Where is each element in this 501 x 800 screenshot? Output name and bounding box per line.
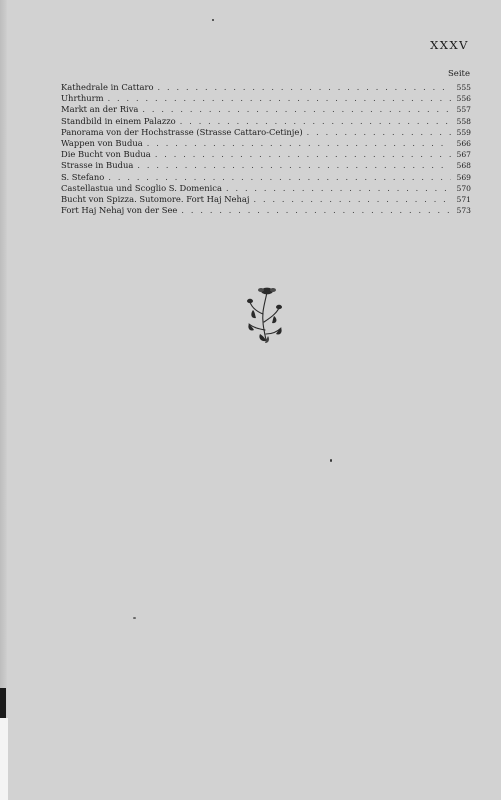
floral-vignette-icon: [244, 284, 284, 344]
toc-entry-page: 558: [456, 116, 471, 126]
toc-entry: [61, 93, 471, 104]
toc-entry-title: Strasse in Budua: [61, 160, 134, 171]
dot-leader: [108, 172, 451, 183]
toc-entry-title: Die Bucht von Budua: [61, 149, 151, 160]
toc-entry-page: 569: [456, 172, 471, 182]
dot-leader: [158, 82, 451, 93]
toc-entry: [61, 149, 471, 160]
page-number: XXXV: [430, 38, 469, 52]
scan-edge-margin: [0, 718, 8, 800]
toc-entry: [61, 205, 471, 216]
toc-entry-page: 559: [456, 127, 471, 137]
toc-entry: [61, 183, 471, 194]
toc-entry-page: 555: [456, 83, 471, 92]
dot-leader: [155, 149, 451, 160]
toc-entry: [61, 160, 471, 171]
dot-leader: [108, 93, 451, 104]
toc-entry: [61, 172, 471, 183]
scan-speck: [330, 459, 332, 462]
toc-entry-page: 568: [456, 161, 471, 171]
toc-entry-title: Fort Haj Nehaj von der See: [61, 205, 178, 216]
toc-entry-title: Castellastua und Scoglio S. Domenica: [61, 182, 222, 193]
dot-leader: [181, 205, 451, 216]
dot-leader: [147, 138, 451, 149]
toc-entry: [61, 194, 471, 205]
toc-entry-title: Uhrthurm: [61, 93, 104, 104]
toc-entry-title: Markt an der Riva: [61, 104, 139, 115]
toc-entry-page: 573: [456, 206, 471, 216]
toc-entry-page: 571: [456, 194, 471, 204]
table-of-contents: [61, 82, 471, 216]
toc-entry-title: Bucht von Spizza. Sutomore. Fort Haj Nehaj: [61, 193, 250, 204]
page-gutter: [0, 0, 7, 800]
toc-entry-title: Panorama von der Hochstrasse (Strasse Cattaro-Cetinje): [61, 126, 303, 137]
toc-entry-page: 570: [456, 183, 471, 193]
toc-entry: [61, 82, 471, 93]
toc-entry-page: 557: [456, 105, 471, 115]
toc-entry-page: 567: [456, 150, 471, 160]
page-column-header: Seite: [447, 69, 470, 79]
toc-entry: [61, 127, 471, 138]
toc-entry-title: Standbild in einem Palazzo: [61, 115, 176, 126]
dot-leader: [226, 183, 451, 194]
scan-edge-shadow: [0, 688, 6, 718]
toc-entry: [61, 116, 471, 127]
toc-entry-title: Kathedrale in Cattaro: [61, 82, 154, 92]
scan-speck: [133, 617, 136, 619]
dot-leader: [180, 116, 451, 127]
dot-leader: [142, 104, 451, 115]
toc-entry-page: 566: [456, 138, 471, 148]
dot-leader: [137, 160, 451, 171]
toc-entry-page: 556: [456, 94, 471, 104]
toc-entry-title: Wappen von Budua: [61, 137, 143, 148]
scan-speck: [212, 19, 214, 21]
toc-entry: [61, 104, 471, 115]
dot-leader: [307, 127, 451, 138]
toc-entry-title: S. Stefano: [61, 171, 105, 182]
toc-entry: [61, 138, 471, 149]
dot-leader: [253, 194, 451, 205]
